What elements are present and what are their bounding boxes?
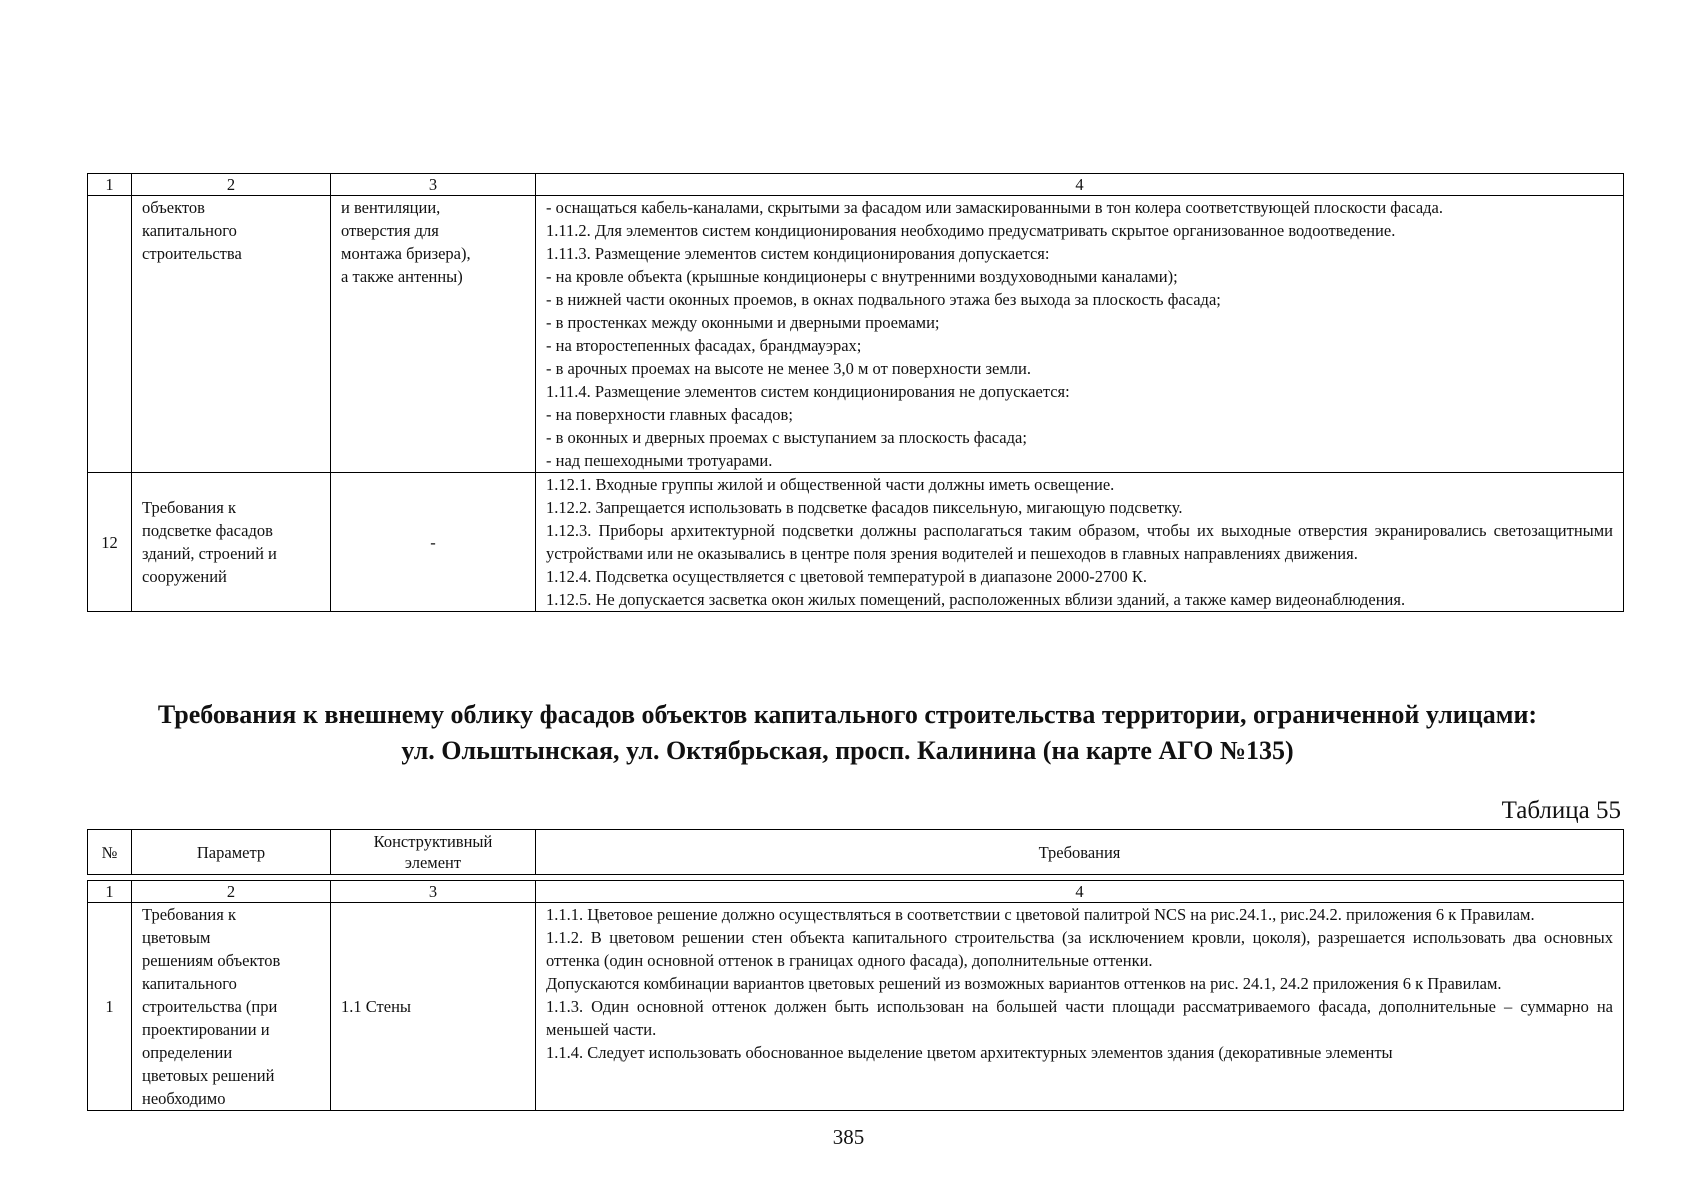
req-line: 1.11.4. Размещение элементов систем кондиционирования не допускается: (546, 382, 1070, 401)
element-cell (331, 196, 536, 473)
req-line: 1.11.2. Для элементов систем кондиционирования необходимо предусматривать скрытое организованное водоотведение. (546, 221, 1396, 240)
param-line: капитального (142, 221, 237, 240)
row-number: 1 (88, 903, 132, 1111)
req-line: 1.1.1. Цветовое решение должно осуществляться в соответствии с цветовой палитрой NCS на рис.24.1., рис.24.2. приложения 6 к Правилам. (546, 905, 1535, 924)
param-line: строительства (при (142, 997, 278, 1016)
param-line: объектов (142, 198, 205, 217)
heading-line: ул. Ольштынская, ул. Октябрьская, просп. Калинина (на карте АГО №135) (401, 736, 1294, 765)
table-caption: Таблица 55 (1501, 797, 1621, 824)
section-heading (60, 697, 1635, 769)
req-line: 1.12.3. Приборы архитектурной подсветки должны располагаться таким образом, чтобы их выходные отверстия экранировались светозащитными устройствами или не оказывались в центре поля зрения водителей и пешеходов в главных направлениях движения. (546, 521, 1613, 563)
element-line: отверстия для (341, 221, 439, 240)
requirements-cell (536, 196, 1624, 473)
element-cell: 1.1 Стены (331, 903, 536, 1111)
col-number: 1 (88, 881, 132, 903)
req-line: 1.12.4. Подсветка осуществляется с цветовой температурой в диапазоне 2000-2700 К. (546, 567, 1148, 586)
param-line: необходимо (142, 1089, 226, 1108)
req-line: - в оконных и дверных проемах с выступанием за плоскость фасада; (546, 428, 1027, 447)
param-line: строительства (142, 244, 242, 263)
req-line: 1.12.2. Запрещается использовать в подсветке фасадов пиксельную, мигающую подсветку. (546, 498, 1183, 517)
req-line: - в нижней части оконных проемов, в окнах подвального этажа без выхода за плоскость фасада; (546, 290, 1221, 309)
row-number-empty (88, 196, 132, 473)
req-line: - над пешеходными тротуарами. (546, 451, 773, 470)
req-line: - на поверхности главных фасадов; (546, 405, 793, 424)
page-number: 385 (832, 1125, 865, 1149)
param-cell (132, 473, 331, 612)
requirements-cell (536, 473, 1624, 612)
param-cell (132, 196, 331, 473)
req-line: 1.11.3. Размещение элементов систем кондиционирования допускается: (546, 244, 1050, 263)
heading-line: Требования к внешнему облику фасадов объектов капитального строительства территории, ограниченной улицами: (157, 700, 1538, 729)
col-number: 3 (331, 881, 536, 903)
col-number: 4 (536, 174, 1624, 196)
param-line: цветовых решений (142, 1066, 275, 1085)
req-line: 1.12.1. Входные группы жилой и общественной части должны иметь освещение. (546, 475, 1115, 494)
header-requirements: Требования (536, 830, 1624, 875)
col-number: 2 (132, 174, 331, 196)
header-param: Параметр (132, 830, 331, 875)
requirements-cell (536, 903, 1624, 1111)
req-line: - в арочных проемах на высоте не менее 3,0 м от поверхности земли. (546, 359, 1031, 378)
table-header (87, 829, 1624, 875)
req-line: - оснащаться кабель-каналами, скрытыми за фасадом или замаскированными в тон колера соответствующей плоскости фасада. (546, 198, 1443, 217)
row-number: 12 (88, 473, 132, 612)
req-line: Допускаются комбинации вариантов цветовых решений из возможных вариантов оттенков на рис. 24.1, 24.2 приложения 6 к Правилам. (546, 974, 1502, 993)
param-line: цветовым (142, 928, 211, 947)
header-element-line: Конструктивный (373, 832, 493, 851)
col-number: 1 (88, 174, 132, 196)
param-line: сооружений (142, 567, 227, 586)
req-line: - на кровле объекта (крышные кондиционеры с внутренними воздуховодными каналами); (546, 267, 1178, 286)
param-line: капитального (142, 974, 237, 993)
param-line: проектировании и (142, 1020, 270, 1039)
header-num: № (88, 830, 132, 875)
req-line: 1.1.4. Следует использовать обоснованное выделение цветом архитектурных элементов здания (декоративные элементы (546, 1043, 1393, 1062)
param-line: зданий, строений и (142, 544, 277, 563)
header-element (331, 830, 536, 875)
col-number: 3 (331, 174, 536, 196)
param-line: решениям объектов (142, 951, 281, 970)
column-numbers-row (88, 174, 1624, 196)
header-row (88, 830, 1624, 875)
req-line: - в простенках между оконными и дверными проемами; (546, 313, 940, 332)
param-line: определении (142, 1043, 233, 1062)
param-line: Требования к (142, 498, 236, 517)
param-line: подсветке фасадов (142, 521, 273, 540)
table-row-continuation (88, 196, 1624, 473)
table-row-1 (88, 903, 1624, 1111)
req-line: 1.1.2. В цветовом решении стен объекта капитального строительства (за исключением кровли, цоколя), разрешается использовать два основных оттенка (один основной оттенок в границах одного фасада), дополнительные оттенки. (546, 928, 1613, 970)
header-element-line: элемент (404, 853, 462, 872)
element-line: монтажа бризера), (341, 244, 471, 263)
param-cell (132, 903, 331, 1111)
req-line: 1.12.5. Не допускается засветка окон жилых помещений, расположенных вблизи зданий, а также камер видеонаблюдения. (546, 590, 1406, 609)
col-number: 2 (132, 881, 331, 903)
req-line: 1.1.3. Один основной оттенок должен быть использован на большей части площади рассматриваемого фасада, дополнительные – суммарно на меньшей части. (546, 997, 1613, 1039)
col-number: 4 (536, 881, 1624, 903)
req-line: - на второстепенных фасадах, брандмауэрах; (546, 336, 862, 355)
table-row-12 (88, 473, 1624, 612)
param-line: Требования к (142, 905, 236, 924)
element-line: а также антенны) (341, 267, 463, 286)
table-body (87, 880, 1624, 1111)
element-cell: - (331, 473, 536, 612)
table-continuation (87, 173, 1624, 612)
element-line: и вентиляции, (341, 198, 441, 217)
column-numbers-row (88, 881, 1624, 903)
